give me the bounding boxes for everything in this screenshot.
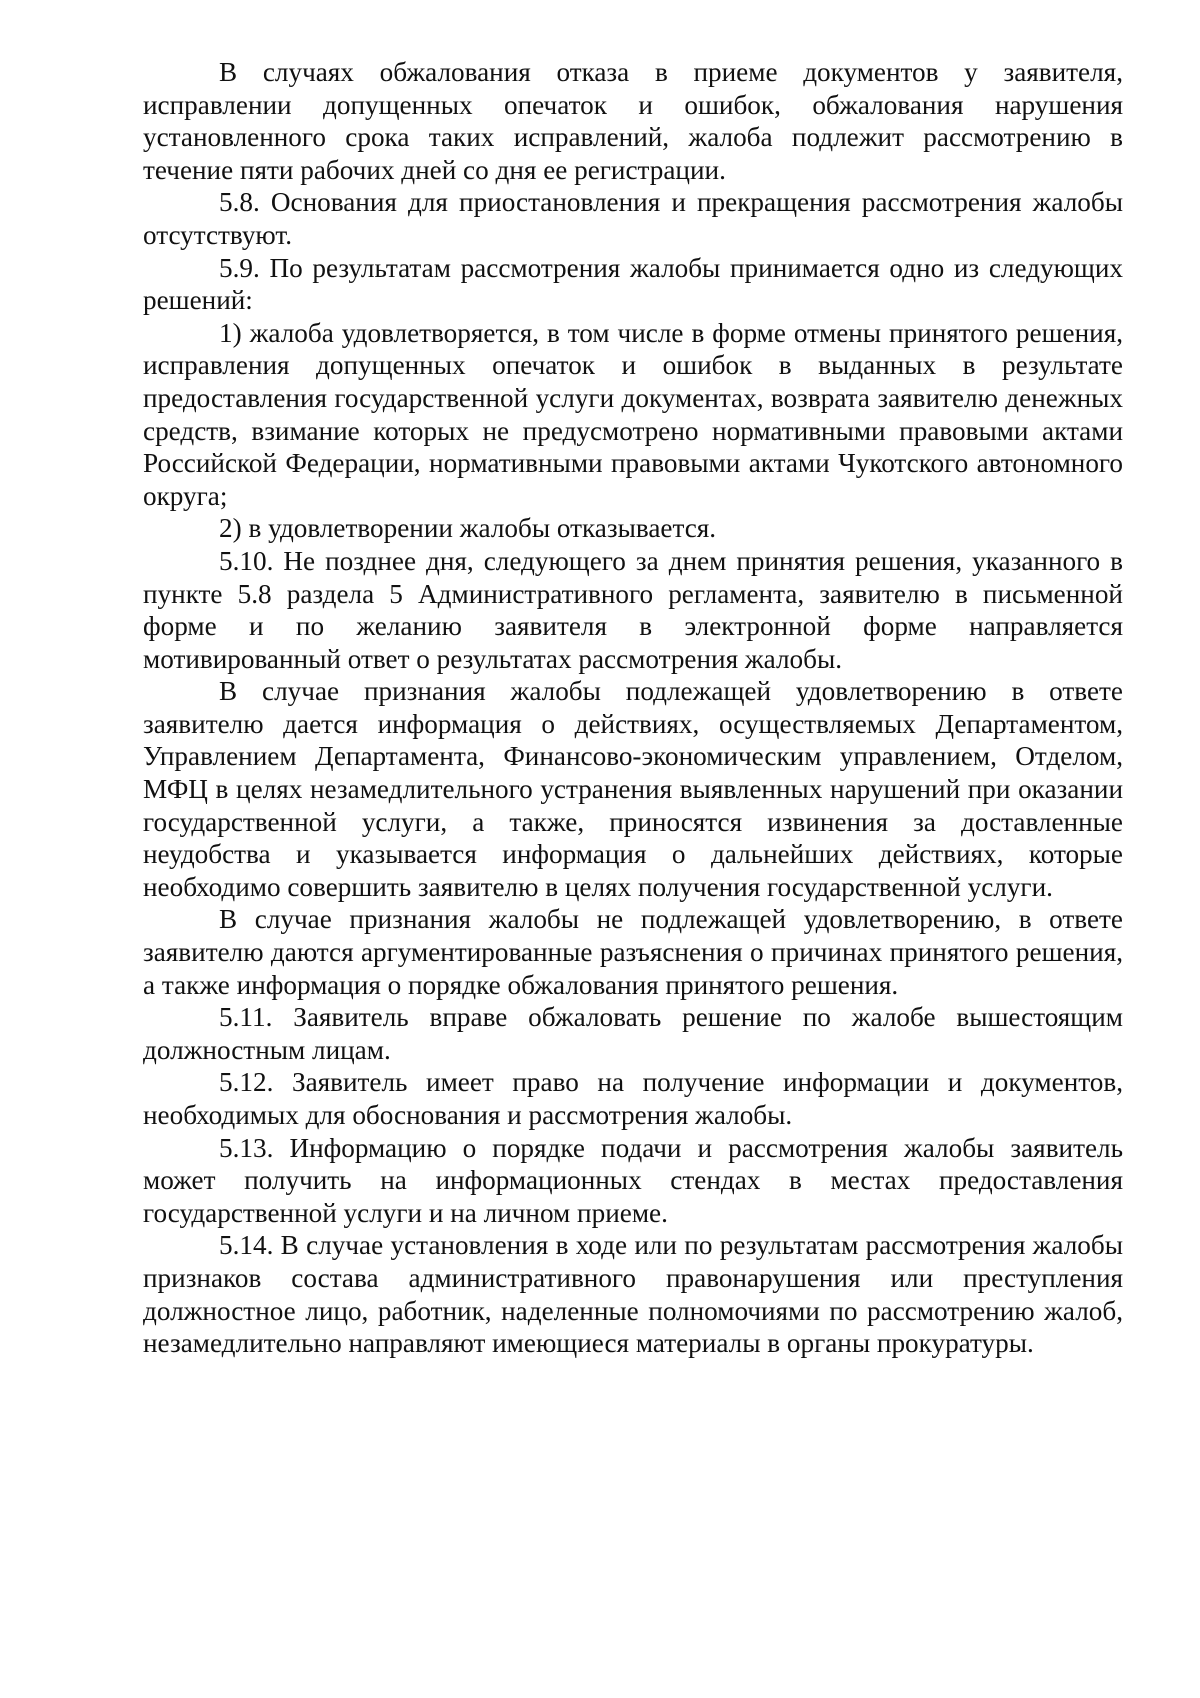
document-body <box>143 56 1123 1360</box>
paragraph-5-9-item-2: 2) в удовлетворении жалобы отказывается. <box>219 513 717 544</box>
paragraph-5-8: 5.8. Основания для приостановления и прекращения рассмотрения жалобы отсутствуют. <box>143 187 1123 250</box>
paragraph-5-9-item-1: 1) жалоба удовлетворяется, в том числе в форме отмены принятого решения, исправления допущенных опечаток и ошибок в выданных в результате предоставления государственной услуги документах, возврата заявителю денежных средств, взимание которых не предусмотрено нормативными правовыми актами Российской Федерации, нормативными правовыми актами Чукотского автономного округа; <box>143 317 1123 511</box>
paragraph-complaint-satisfied: В случае признания жалобы подлежащей удовлетворению в ответе заявителю дается информация о действиях, осуществляемых Департаментом, Управлением Департамента, Финансово-экономическим управлением, Отделом, МФЦ в целях незамедлительного устранения выявленных нарушений при оказании государственной услуги, а также, приносятся извинения за доставленные неудобства и указывается информация о дальнейших действиях, которые необходимо совершить заявителю в целях получения государственной услуги. <box>143 676 1123 902</box>
paragraph-5-10: 5.10. Не позднее дня, следующего за днем принятия решения, указанного в пункте 5.8 раздела 5 Административного регламента, заявителю в письменной форме и по желанию заявителя в электронной форме направляется мотивированный ответ о результатах рассмотрения жалобы. <box>143 545 1123 674</box>
paragraph-5-14: 5.14. В случае установления в ходе или по результатам рассмотрения жалобы признаков состава административного правонарушения или преступления должностное лицо, работник, наделенные полномочиями по рассмотрению жалоб, незамедлительно направляют имеющиеся материалы в органы прокуратуры. <box>143 1230 1123 1359</box>
paragraph-5-12: 5.12. Заявитель имеет право на получение информации и документов, необходимых для обоснования и рассмотрения жалобы. <box>143 1067 1123 1130</box>
paragraph-complaint-rejected: В случае признания жалобы не подлежащей удовлетворению, в ответе заявителю даются аргументированные разъяснения о причинах принятого решения, а также информация о порядке обжалования принятого решения. <box>143 904 1123 1000</box>
paragraph-5-9: 5.9. По результатам рассмотрения жалобы принимается одно из следующих решений: <box>143 252 1123 316</box>
paragraph-5-13: 5.13. Информацию о порядке подачи и рассмотрения жалобы заявитель может получить на информационных стендах в местах предоставления государственной услуги и на личном приеме. <box>143 1132 1123 1228</box>
paragraph-appeal-refusal-term: В случаях обжалования отказа в приеме документов у заявителя, исправлении допущенных опечаток и ошибок, обжалования нарушения установленного срока таких исправлений, жалоба подлежит рассмотрению в течение пяти рабочих дней со дня ее регистрации. <box>143 57 1123 185</box>
paragraph-5-11: 5.11. Заявитель вправе обжаловать решение по жалобе вышестоящим должностным лицам. <box>143 1002 1123 1065</box>
